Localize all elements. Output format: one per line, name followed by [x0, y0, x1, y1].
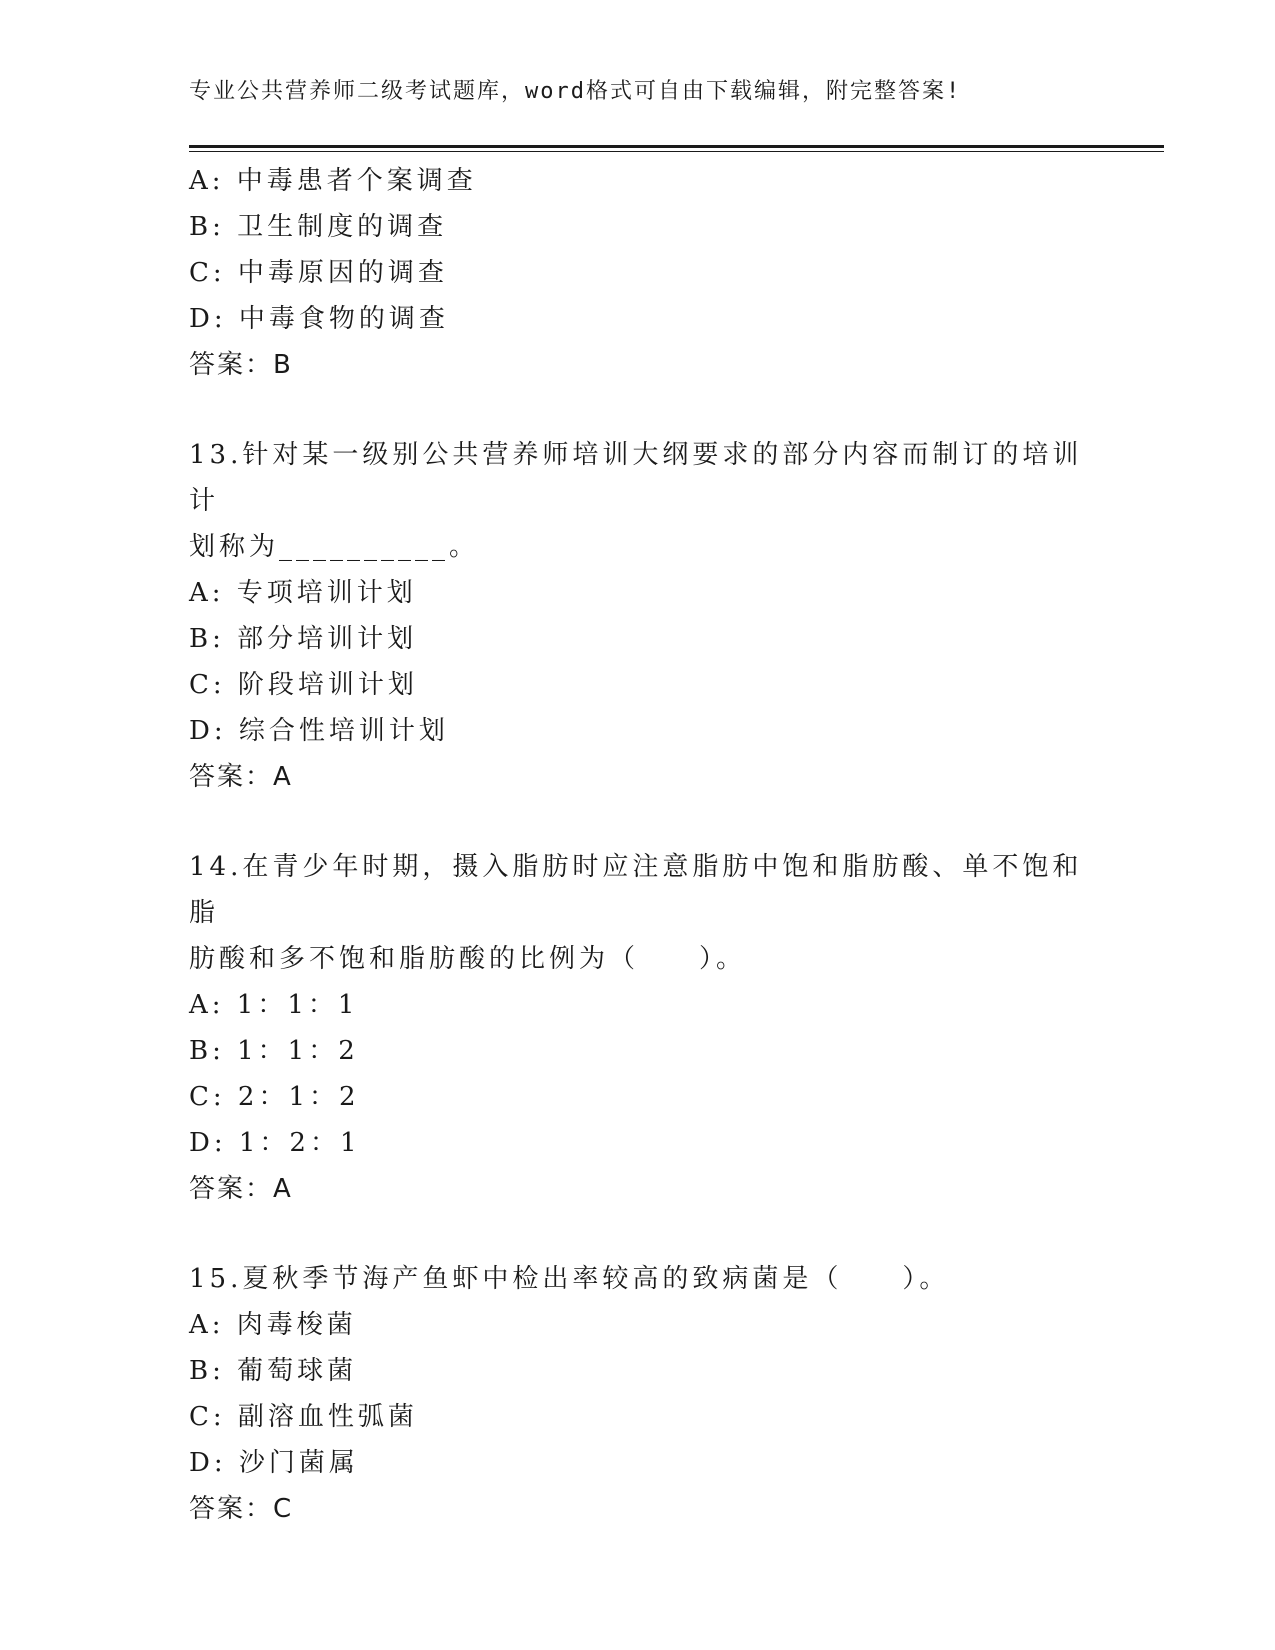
question-stem-line: 15.夏秋季节海产鱼虾中检出率较高的致病菌是（ ）。: [189, 1264, 950, 1294]
question-stem-line: 划称为__________。: [189, 532, 480, 562]
answer: 答案：B: [189, 350, 293, 380]
question-12: [189, 158, 1089, 388]
header-rule-thin: [189, 151, 1164, 152]
question-gap: [189, 388, 1089, 432]
option-c: C: 副溶血性弧菌: [189, 1402, 418, 1432]
option-a: A: 专项培训计划: [189, 578, 417, 608]
option-c: C: 中毒原因的调查: [189, 258, 448, 288]
option-d: D: 综合性培训计划: [189, 716, 449, 746]
question-13: [189, 432, 1089, 800]
answer: 答案：A: [189, 1174, 293, 1204]
option-b: B: 卫生制度的调查: [189, 212, 448, 242]
header-rule-thick: [189, 145, 1164, 148]
answer: 答案：A: [189, 762, 293, 792]
question-gap: [189, 800, 1089, 844]
option-d: D: 1：2：1: [189, 1128, 361, 1158]
question-stem-line: 14.在青少年时期，摄入脂肪时应注意脂肪中饱和脂肪酸、单不饱和脂: [189, 852, 1083, 928]
answer: 答案：C: [189, 1494, 294, 1524]
question-gap: [189, 1212, 1089, 1256]
option-b: B: 部分培训计划: [189, 624, 418, 654]
option-a: A: 中毒患者个案调查: [189, 166, 477, 196]
question-stem-line: 13.针对某一级别公共营养师培训大纲要求的部分内容而制订的培训计: [189, 440, 1083, 516]
option-d: D: 中毒食物的调查: [189, 304, 449, 334]
option-b: B: 葡萄球菌: [189, 1356, 358, 1386]
option-a: A: 肉毒梭菌: [189, 1310, 357, 1340]
question-stem-line: 肪酸和多不饱和脂肪酸的比例为（ ）。: [189, 944, 747, 974]
page-header-text: 专业公共营养师二级考试题库，word格式可自由下载编辑，附完整答案!: [189, 79, 962, 104]
option-a: A: 1：1：1: [189, 990, 359, 1020]
question-list: [189, 158, 1089, 1532]
option-d: D: 沙门菌属: [189, 1448, 359, 1478]
question-14: [189, 844, 1089, 1212]
question-15: [189, 1256, 1089, 1532]
option-c: C: 2：1：2: [189, 1082, 360, 1112]
option-c: C: 阶段培训计划: [189, 670, 418, 700]
option-b: B: 1：1：2: [189, 1036, 359, 1066]
